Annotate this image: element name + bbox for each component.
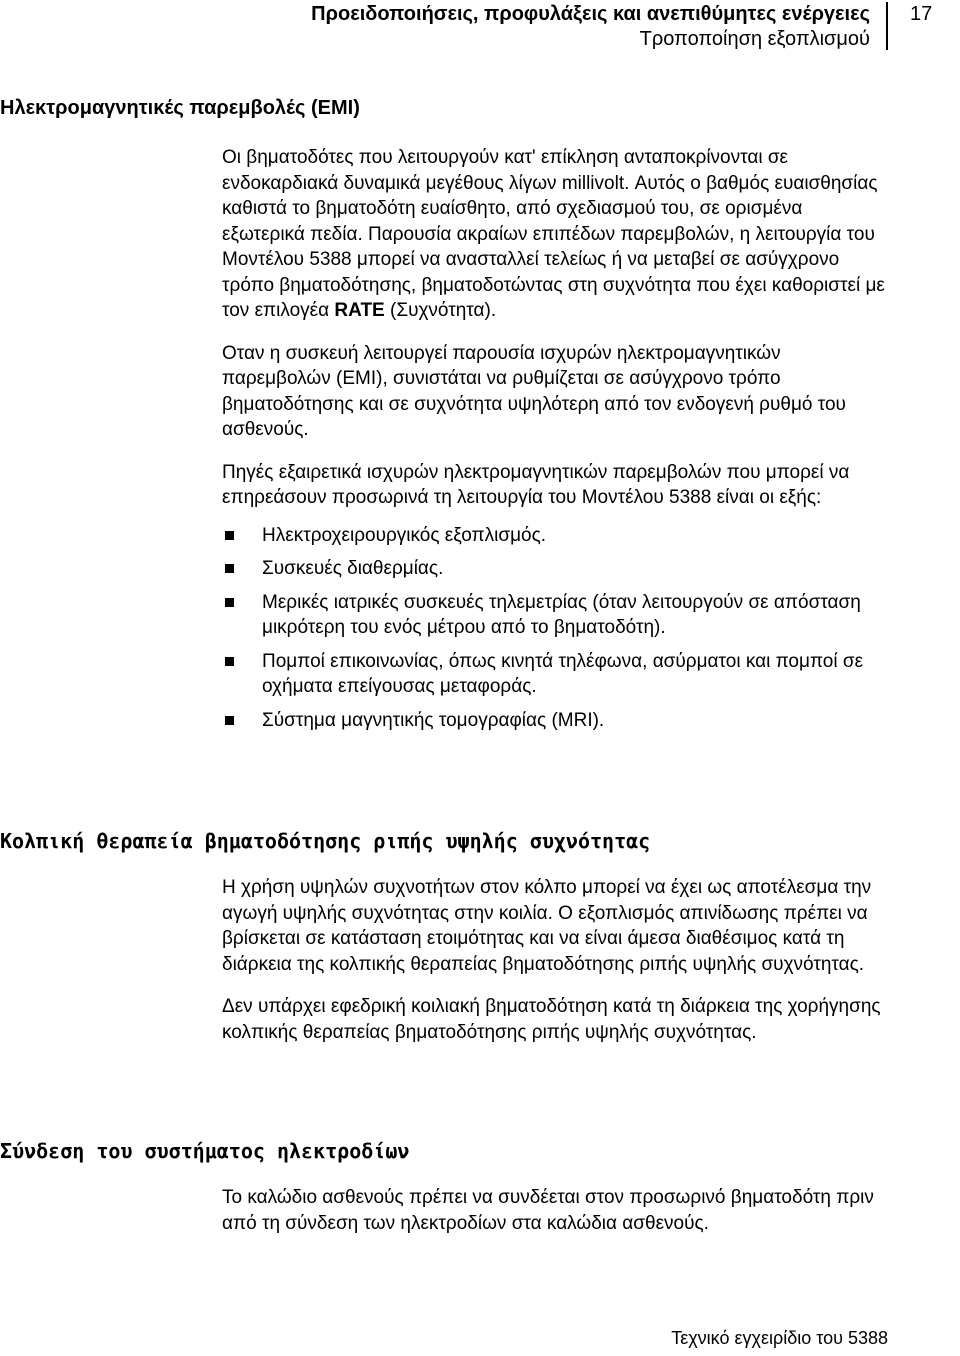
section-subtitle: Τροποποίηση εξοπλισμού — [639, 28, 870, 50]
list-item — [222, 523, 888, 549]
page-number: 17 — [910, 3, 933, 25]
paragraph-text: Οι βηματοδότες που λειτουργούν κατ' επίκληση ανταποκρίνονται σε ενδοκαρδιακά δυναμικά μεγέθους λίγων millivolt. Αυτός ο βαθμός ευαισθησίας καθιστά το βηματοδότη ευαίσθητο, από σχεδιασμού του, σε ορισμένα εξωτερικά πεδία. Παρουσία ακραίων επιπέδων παρεμβολών, η λειτουργία του Μοντέλου 5388 μπορεί να ανασταλλεί τελείως ή να μεταβεί σε ασύγχρονο τρόπο βηματοδότησης, βηματοδοτώντας στη συχνότητα που έχει καθοριστεί με τον επιλογέα — [222, 147, 885, 321]
square-bullet-icon — [225, 657, 234, 666]
square-bullet-icon — [225, 531, 234, 540]
square-bullet-icon — [225, 598, 234, 607]
paragraph: Πηγές εξαιρετικά ισχυρών ηλεκτρομαγνητικών παρεμβολών που μπορεί να επηρεάσουν προσωρινά τη λειτουργία του Μοντέλου 5388 είναι οι εξής: — [222, 461, 850, 508]
header-text — [311, 2, 870, 52]
paragraph — [222, 145, 888, 324]
list-item — [222, 708, 888, 734]
rate-selector-label: RATE — [334, 300, 385, 321]
list-item — [222, 590, 888, 641]
page-footer: Τεχνικό εγχειρίδιο του 5388 — [671, 1328, 888, 1348]
list-item-text: Συσκευές διαθερμίας. — [262, 558, 444, 579]
list-item — [222, 556, 888, 582]
section-body-emi — [222, 145, 888, 741]
chapter-title: Προειδοποιήσεις, προφυλάξεις και ανεπιθύμητες ενέργειες — [311, 3, 870, 25]
section-heading-atrial-burst: Κολπική θεραπεία βηματοδότησης ριπής υψηλής συχνότητας — [0, 829, 651, 853]
emi-sources-list — [222, 523, 888, 734]
square-bullet-icon — [225, 716, 234, 725]
paragraph: Το καλώδιο ασθενούς πρέπει να συνδέεται στον προσωρινό βηματοδότη πριν από τη σύνδεση των ηλεκτροδίων στα καλώδια ασθενούς. — [222, 1187, 874, 1234]
paragraph: Η χρήση υψηλών συχνοτήτων στον κόλπο μπορεί να έχει ως αποτέλεσμα την αγωγή υψηλής συχνότητας στην κοιλία. Ο εξοπλισμός απινίδωσης πρέπει να βρίσκεται σε κατάσταση ετοιμότητας και να είναι άμεσα διαθέσιμος κατά τη διάρκεια της κολπικής θεραπείας βηματοδότησης ριπής υψηλής συχνότητας. — [222, 877, 872, 975]
list-item — [222, 649, 888, 700]
list-item-text: Σύστημα μαγνητικής τομογραφίας (MRI). — [262, 709, 605, 731]
section-heading-emi: Ηλεκτρομαγνητικές παρεμβολές (EMI) — [0, 97, 360, 119]
header-divider — [886, 2, 888, 50]
square-bullet-icon — [225, 564, 234, 573]
list-item-text: Ηλεκτροχειρουργικός εξοπλισμός. — [262, 524, 547, 546]
paragraph: Οταν η συσκευή λειτουργεί παρουσία ισχυρών ηλεκτρομαγνητικών παρεμβολών (EMI), συνιστάται να ρυθμίζεται σε ασύγχρονο τρόπο βηματοδότησης και σε συχνότητα υψηλότερη από τον ενδογενή ρυθμό του ασθενούς. — [222, 342, 846, 440]
section-body-lead-connection — [222, 1185, 888, 1236]
section-body-atrial-burst — [222, 875, 888, 1045]
paragraph: Δεν υπάρχει εφεδρική κοιλιακή βηματοδότηση κατά τη διάρκεια της χορήγησης κολπικής θεραπείας βηματοδότησης ριπής υψηλής συχνότητας. — [222, 996, 881, 1043]
list-item-text: Πομποί επικοινωνίας, όπως κινητά τηλέφωνα, ασύρματοι και πομποί σε οχήματα επείγουσας μεταφοράς. — [262, 650, 864, 697]
paragraph-text: (Συχνότητα). — [384, 300, 497, 321]
page-header — [0, 0, 960, 56]
section-heading-lead-connection: Σύνδεση του συστήματος ηλεκτροδίων — [0, 1139, 410, 1163]
list-item-text: Μερικές ιατρικές συσκευές τηλεμετρίας (όταν λειτουργούν σε απόσταση μικρότερη του ενός μέτρου από το βηματοδότη). — [262, 591, 861, 638]
